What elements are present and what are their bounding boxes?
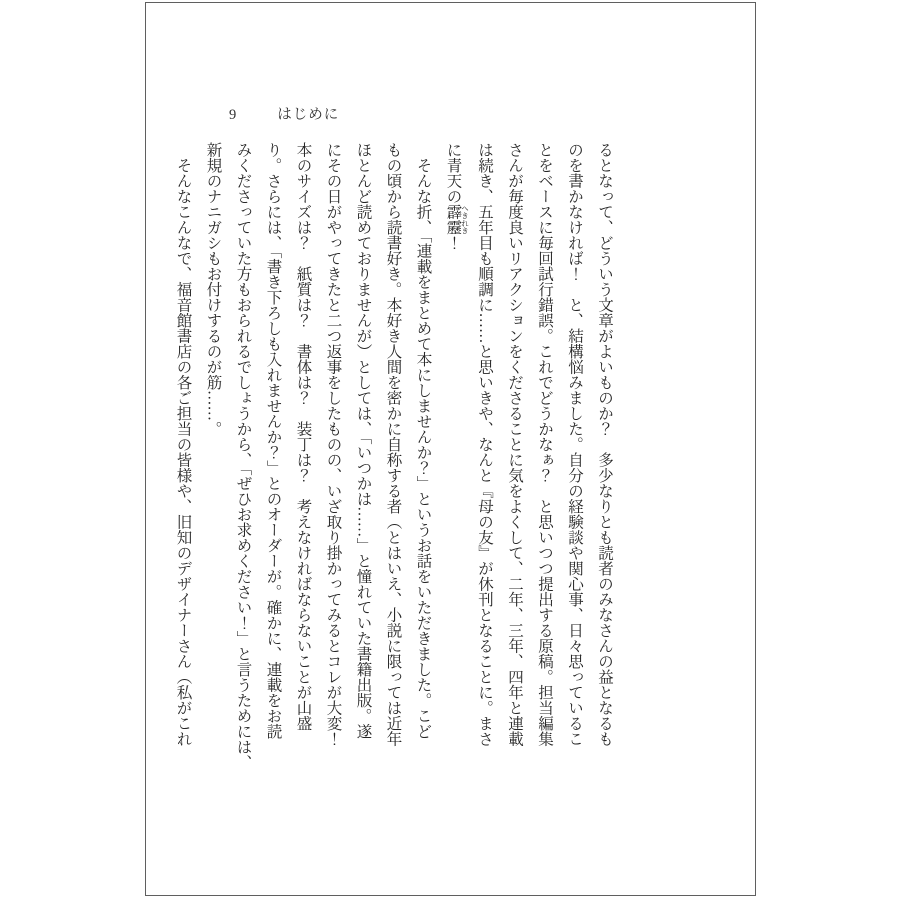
text-column: るとなって、どういう文章がよいものか？ 多少なりとも読者のみなさんの益となるも [596, 142, 613, 747]
text-column: り。さらには、「書き下ろしも入れませんか？」とのオーダーが。確かに、連載をお読 [264, 142, 282, 739]
running-head [229, 103, 339, 124]
text-column: そんなこんなで、福音館書店の各ご担当の皆様や、旧知のデザイナーさん（私がこれ [174, 142, 192, 747]
text-column: にその日がやってきたと二つ返事をしたものの、いざ取り掛かってみるとコレが大変！ [324, 142, 342, 747]
text-column: ほとんど読めておりませんが）としては、「いつかは……」と憧れていた書籍出版。遂 [354, 142, 372, 739]
text-column: 新規のナニガシもお付けするのが筋……。 [204, 142, 222, 437]
book-page [145, 2, 756, 896]
text-column: 本のサイズは？ 紙質は？ 書体は？ 装丁は？ 考えなければならないことが山盛 [294, 142, 312, 731]
text-column: に青天の霹靂 へきれき！ [444, 142, 470, 251]
text-column: は続き、五年目も順調に……と思いきや、なんと『母の友』が休刊となることに。まさ [476, 142, 493, 747]
body-text [168, 142, 620, 770]
page-number: 9 [229, 107, 238, 123]
text-column: のを書かなければ！ と、結構悩みました。自分の経験談や関心事、日々思っているこ [566, 142, 583, 747]
text-column: とをベースに毎回試行錯誤。これでどうかなぁ？ と思いつつ提出する原稿。担当編集 [536, 142, 553, 747]
furigana-ruby: 霹靂 へきれき [444, 204, 470, 235]
text-column: もの頃から読書好き。本好き人間を密かに自称する者（とはいえ、小説に限っては近年 [384, 142, 402, 747]
text-column: そんな折、「連載をまとめて本にしませんか？」というお話をいただきました。こど [414, 142, 432, 739]
section-title: はじめに [277, 107, 340, 123]
text-column: みくださっていた方もおられるでしょうから、「ぜひお求めください！」と言うためには、 [234, 142, 252, 770]
text-column: さんが毎度良いリアクションをくださることに気をよくして、二年、三年、四年と連載 [506, 142, 523, 747]
